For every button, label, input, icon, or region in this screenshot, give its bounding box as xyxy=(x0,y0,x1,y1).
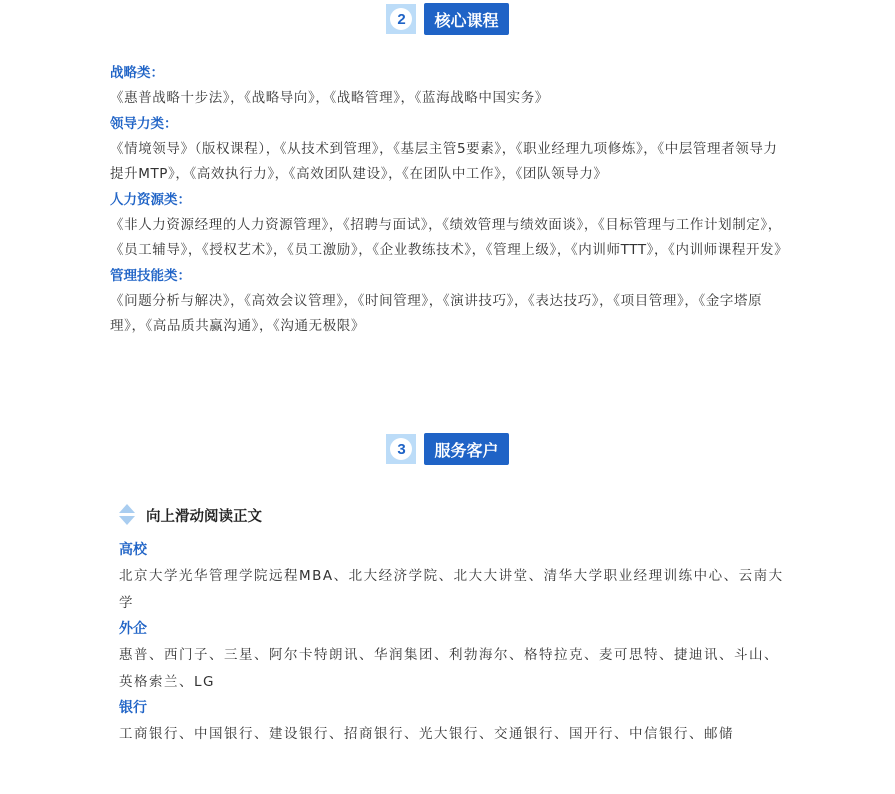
section-number: 3 xyxy=(390,438,412,460)
course-category-hr: 人力资源类： xyxy=(110,191,191,208)
section-title: 核心课程 xyxy=(424,3,508,35)
section-title: 服务客户 xyxy=(424,433,508,465)
course-list xyxy=(110,61,790,340)
section-header-clients xyxy=(0,432,895,466)
client-category-universities: 高校 xyxy=(119,542,147,558)
scroll-hint[interactable] xyxy=(118,503,262,527)
section-number-badge xyxy=(386,434,416,464)
course-list-hr: 《非人力资源经理的人力资源管理》，《招聘与面试》，《绩效管理与绩效面谈》，《目标管理与工作计划制定》，《员工辅导》，《授权艺术》，《员工激励》，《企业教练技术》，《管理上级》，《内训师TTT》，《内训师课程开发》 xyxy=(110,216,789,258)
client-list-banks: 工商银行、中国银行、建设银行、招商银行、光大银行、交通银行、国开行、中信银行、邮储 xyxy=(119,726,734,742)
course-list-management-skills: 《问题分析与解决》，《高效会议管理》，《时间管理》，《演讲技巧》，《表达技巧》，《项目管理》，《金字塔原理》，《高品质共赢沟通》，《沟通无极限》 xyxy=(110,292,763,334)
course-category-leadership: 领导力类： xyxy=(110,115,178,132)
course-category-strategy: 战略类： xyxy=(110,65,164,81)
section-header-core-courses xyxy=(0,2,895,36)
course-category-management-skills: 管理技能类： xyxy=(110,267,191,284)
client-list-scroll-area[interactable] xyxy=(119,537,784,745)
course-list-leadership: 《情境领导》（版权课程），《从技术到管理》，《基层主管5要素》，《职业经理九项修炼》，《中层管理者领导力提升MTP》，《高效执行力》，《高效团队建设》，《在团队中工作》，《团队领导力》 xyxy=(110,140,778,182)
client-list-universities: 北京大学光华管理学院远程MBA、北大经济学院、北大大讲堂、清华大学职业经理训练中心、云南大学 xyxy=(119,568,784,611)
client-list-foreign-companies: 惠普、西门子、三星、阿尔卡特朗讯、华润集团、利勃海尔、格特拉克、麦可思特、捷迪讯、斗山、英格索兰、LG xyxy=(119,647,779,690)
scroll-arrows-icon xyxy=(118,503,136,527)
course-list-strategy: 《惠普战略十步法》，《战略导向》，《战略管理》，《蓝海战略中国实务》 xyxy=(110,90,549,106)
client-category-banks: 银行 xyxy=(119,700,147,716)
scroll-hint-text: 向上滑动阅读正文 xyxy=(146,508,262,525)
client-category-foreign-companies: 外企 xyxy=(119,621,147,637)
section-number-badge xyxy=(386,4,416,34)
section-number: 2 xyxy=(390,8,412,30)
